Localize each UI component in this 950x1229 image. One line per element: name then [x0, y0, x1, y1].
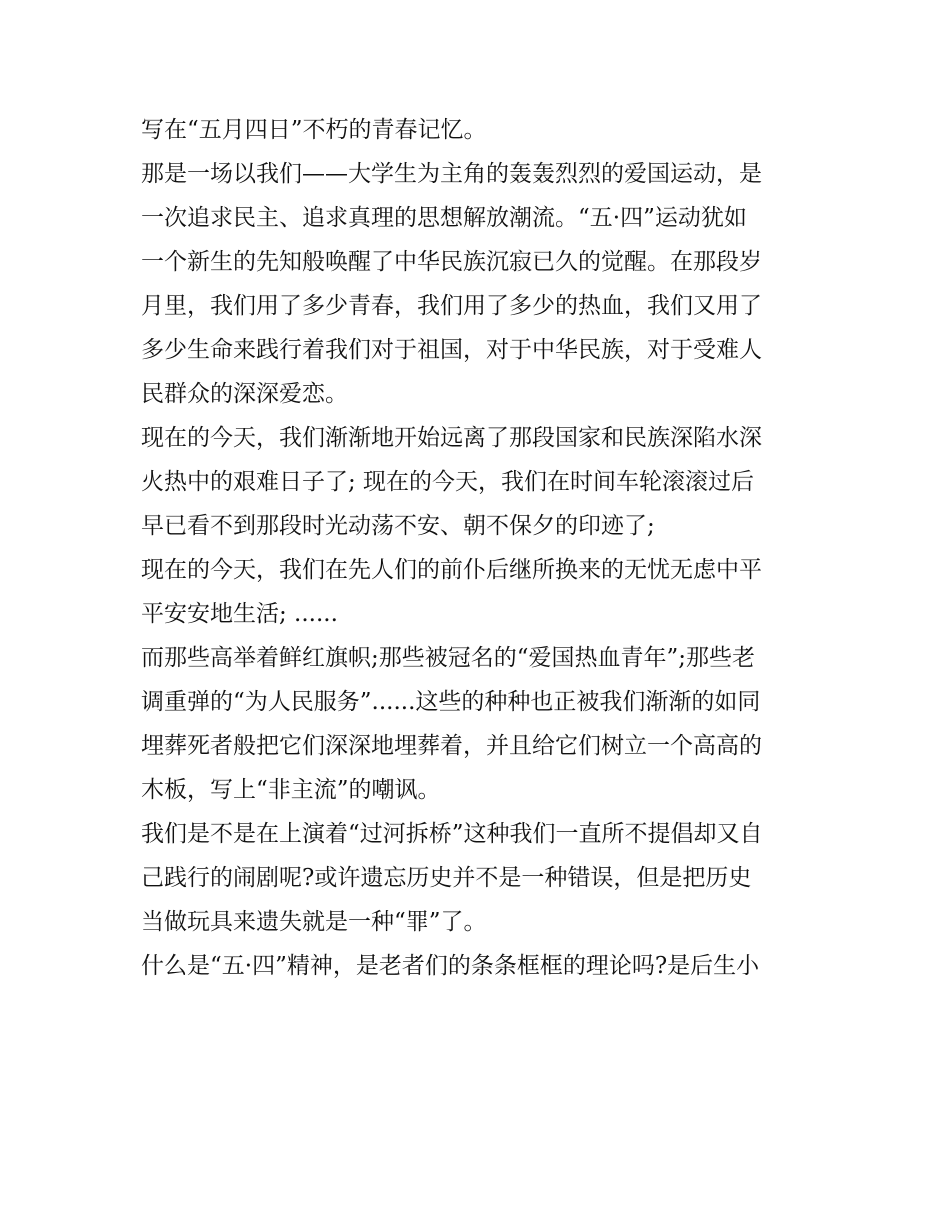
text-line: 火热中的艰难日子了; 现在的今天，我们在时间车轮滚滚过后 — [141, 469, 755, 495]
text-line: 现在的今天，我们在先人们的前仆后继所换来的无忧无虑中平 — [141, 557, 762, 583]
text-line: 那是一场以我们——大学生为主角的轰轰烈烈的爱国运动，是 — [141, 161, 762, 187]
text-line: 现在的今天，我们渐渐地开始远离了那段国家和民族深陷水深 — [141, 425, 762, 451]
text-line: 一次追求民主、追求真理的思想解放潮流。“五·四”运动犹如 — [141, 205, 747, 231]
text-line: 写在“五月四日”不朽的青春记忆。 — [141, 117, 487, 143]
text-line: 当做玩具来遗失就是一种“罪”了。 — [141, 909, 487, 935]
text-line: 一个新生的先知般唤醒了中华民族沉寂已久的觉醒。在那段岁 — [141, 249, 762, 275]
text-line: 埋葬死者般把它们深深地埋葬着，并且给它们树立一个高高的 — [141, 733, 762, 759]
text-line: 平安安地生活; ...... — [141, 601, 338, 627]
text-line: 月里，我们用了多少青春，我们用了多少的热血，我们又用了 — [141, 293, 762, 319]
text-line: 我们是不是在上演着“过河拆桥”这种我们一直所不提倡却又自 — [141, 821, 763, 847]
essay-body — [141, 108, 821, 988]
text-line: 己践行的闹剧呢?或许遗忘历史并不是一种错误，但是把历史 — [141, 865, 752, 891]
text-line: 木板，写上“非主流”的嘲讽。 — [141, 777, 441, 803]
text-line: 什么是“五·四”精神，是老者们的条条框框的理论吗?是后生小 — [141, 953, 760, 979]
text-line: 早已看不到那段时光动荡不安、朝不保夕的印迹了; — [141, 513, 655, 539]
text-line: 民群众的深深爱恋。 — [141, 381, 348, 407]
text-line: 调重弹的“为人民服务”......这些的种种也正被我们渐渐的如同 — [141, 689, 761, 715]
text-line: 而那些高举着鲜红旗帜;那些被冠名的“爱国热血青年”;那些老 — [141, 645, 756, 671]
text-line: 多少生命来践行着我们对于祖国，对于中华民族，对于受难人 — [141, 337, 762, 363]
